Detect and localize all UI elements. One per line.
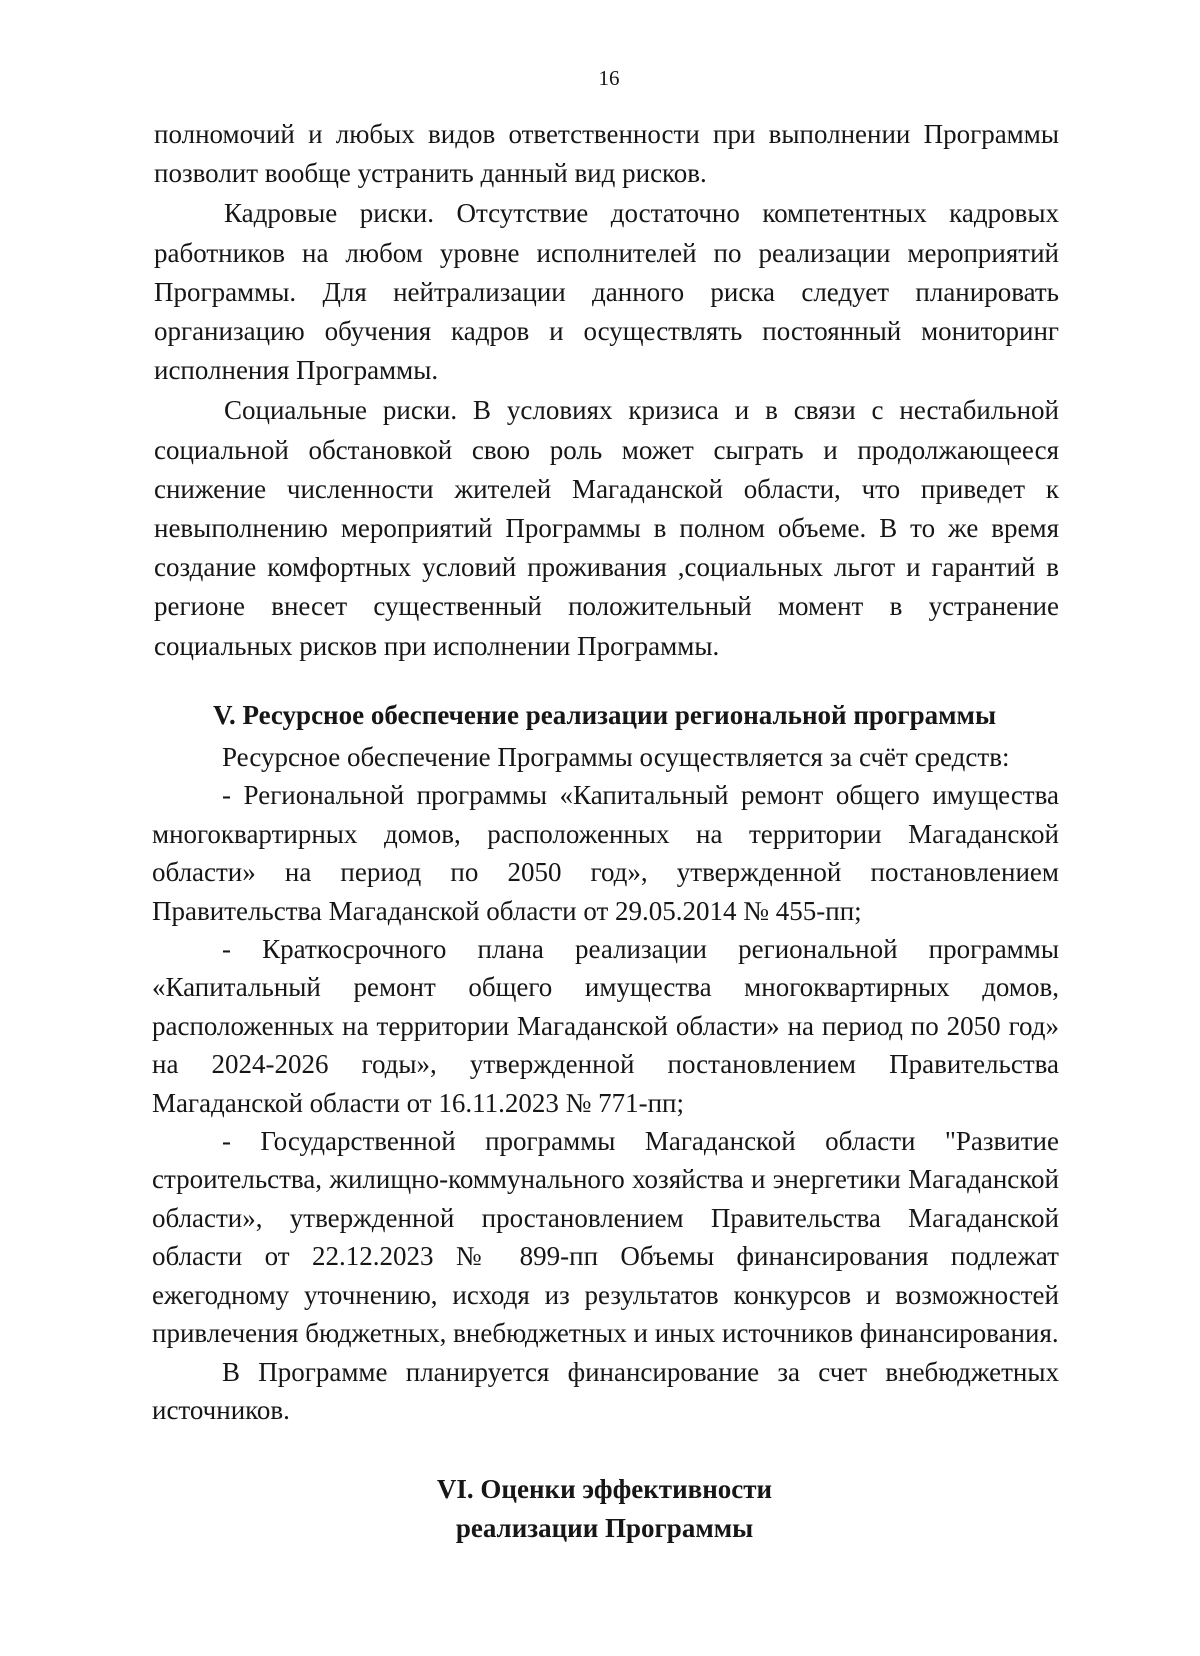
resources-text-block — [152, 724, 1059, 1429]
list-item-regional-program: - Региональной программы «Капитальный ремонт общего имущества многоквартирных домов, расположенных на территории Магаданской области» на период по 2050 год», утвержденной постановлением Правительства Магаданской области от 29.05.2014 № 455-пп; — [152, 780, 1059, 926]
page-number: 16 — [598, 66, 620, 90]
paragraph-responsibility-continuation: полномочий и любых видов ответственности при выполнении Программы позволит вообще устранить данный вид рисков. — [154, 119, 1059, 189]
list-item-short-term-plan: - Краткосрочного плана реализации региональной программы «Капитальный ремонт общего имущества многоквартирных домов, расположенных на территории Магаданской области» на период по 2050 год» на 2024-2026 годы», утвержденной постановлением Правительства Магаданской области от 16.11.2023 № 771-пп; — [152, 934, 1059, 1118]
risks-text-block — [154, 115, 1059, 666]
section-vi-heading-line1: VI. Оценки эффективности — [436, 1474, 773, 1504]
paragraph-social-risks: Социальные риски. В условиях кризиса и в связи с нестабильной социальной обстановкой свою роль может сыграть и продолжающееся снижение численности жителей Магаданской области, что приведет к невыполнению мероприятий Программы в полном объеме. В то же время создание комфортных условий проживания ,социальных льгот и гарантий в регионе внесет существенный положительный момент в устранение социальных рисков при исполнении Программы. — [154, 395, 1059, 661]
list-item-state-program: - Государственной программы Магаданской области "Развитие строительства, жилищно-коммунального хозяйства и энергетики Магаданской области», утвержденной простановлением Правительства Магаданской области от 22.12.2023 № 899-пп Объемы финансирования подлежат ежегодному уточнению, исходя из результатов конкурсов и возможностей привлечения бюджетных, внебюджетных и иных источников финансирования. — [152, 1126, 1059, 1349]
paragraph-personnel-risks: Кадровые риски. Отсутствие достаточно компетентных кадровых работников на любом уровне исполнителей по реализации мероприятий Программы. Для нейтрализации данного риска следует планировать организацию обучения кадров и осуществлять постоянный мониторинг исполнения Программы. — [154, 198, 1059, 386]
section-vi-heading — [150, 1470, 1059, 1548]
section-v-heading: V. Ресурсное обеспечение реализации региональной программы — [212, 700, 997, 730]
paragraph-resources-intro: Ресурсное обеспечение Программы осуществляется за счёт средств: — [222, 742, 1010, 772]
paragraph-extrabudgetary-financing: В Программе планируется финансирование за счет внебюджетных источников. — [152, 1356, 1059, 1425]
section-vi-heading-line2: реализации Программы — [455, 1513, 754, 1543]
